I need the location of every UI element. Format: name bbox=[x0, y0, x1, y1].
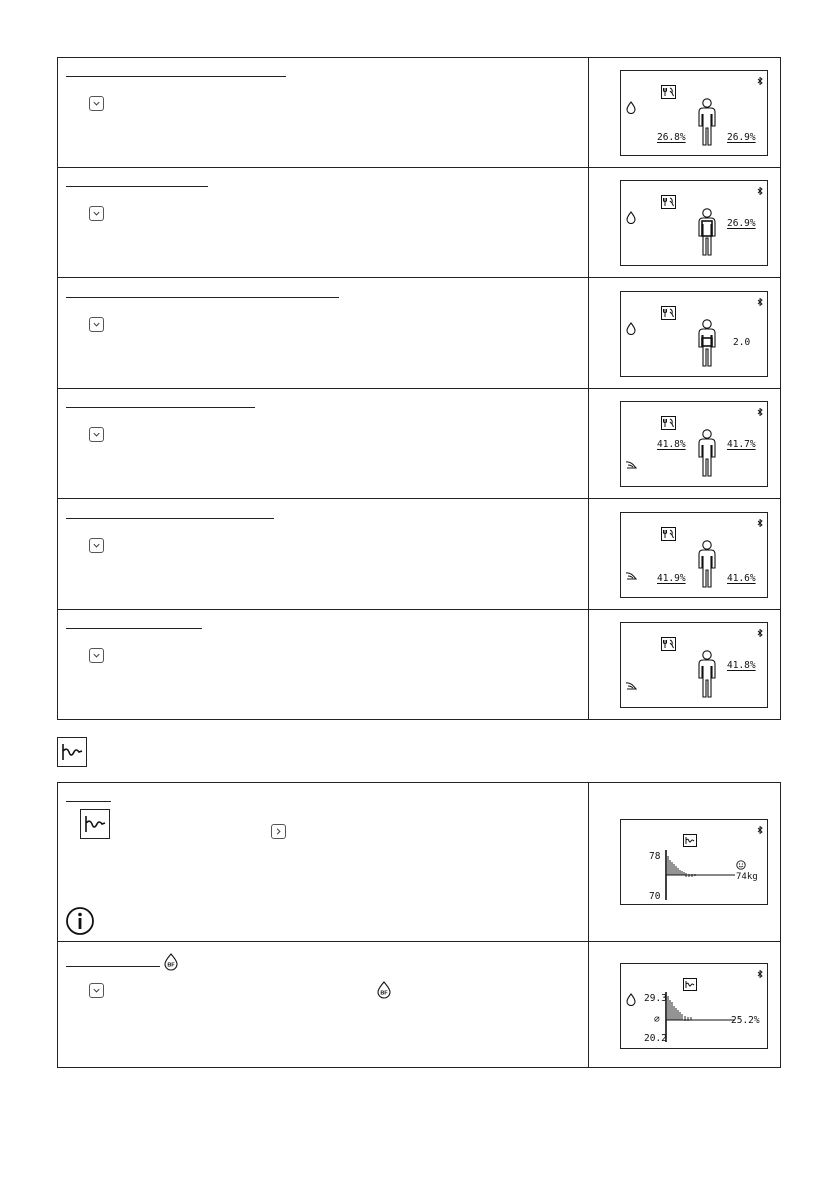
chevron-down-icon bbox=[92, 320, 101, 329]
table-row bbox=[58, 499, 780, 610]
chevron-down-icon bbox=[92, 209, 101, 218]
droplet-icon bbox=[626, 101, 636, 114]
heading-rule bbox=[66, 407, 255, 408]
description-cell bbox=[58, 278, 589, 388]
person-icon bbox=[696, 540, 718, 588]
bodyfat-trend-graph bbox=[665, 990, 735, 1044]
food-scale-icon bbox=[661, 85, 676, 99]
chevron-right-icon bbox=[274, 827, 283, 836]
info-icon bbox=[65, 906, 95, 936]
trend-graph-icon bbox=[683, 834, 697, 847]
bf-badge-label: BF bbox=[167, 962, 175, 969]
scale-display bbox=[620, 963, 768, 1049]
trend-min-label: 20.2 bbox=[644, 1033, 667, 1044]
left-value: 41.8% bbox=[657, 439, 686, 450]
heading-rule bbox=[66, 76, 286, 77]
table-row bbox=[58, 58, 780, 168]
expand-chevron-button[interactable] bbox=[89, 427, 104, 442]
food-scale-icon bbox=[661, 637, 676, 651]
person-icon bbox=[696, 429, 718, 477]
trend-average-symbol: ⌀ bbox=[654, 1014, 660, 1025]
description-cell bbox=[58, 499, 589, 609]
bodyfat-badge-icon bbox=[163, 953, 179, 971]
left-value: 41.9% bbox=[657, 573, 686, 584]
food-scale-icon bbox=[661, 527, 676, 541]
bodyfat-badge-icon bbox=[376, 981, 392, 999]
table-row bbox=[58, 783, 780, 942]
table-row bbox=[58, 389, 780, 499]
heading-rule bbox=[66, 186, 208, 187]
expand-chevron-button[interactable] bbox=[89, 538, 104, 553]
description-cell bbox=[58, 783, 589, 941]
weight-trend-graph bbox=[665, 848, 735, 902]
food-scale-icon bbox=[661, 306, 676, 320]
trend-table bbox=[57, 782, 781, 1068]
muscle-arm-icon bbox=[625, 460, 638, 470]
expand-chevron-button[interactable] bbox=[89, 648, 104, 663]
right-value: 26.9% bbox=[727, 218, 756, 229]
trend-graph-icon bbox=[57, 737, 87, 767]
droplet-icon bbox=[626, 211, 636, 224]
heading-rule bbox=[66, 297, 339, 298]
body-segment-table bbox=[57, 57, 781, 720]
table-row bbox=[58, 610, 780, 720]
bluetooth-icon bbox=[757, 519, 763, 527]
expand-chevron-button[interactable] bbox=[89, 206, 104, 221]
bluetooth-icon bbox=[757, 187, 763, 195]
food-scale-icon bbox=[661, 195, 676, 209]
description-cell bbox=[58, 168, 589, 277]
heading-rule bbox=[66, 966, 160, 967]
right-value: 41.8% bbox=[727, 660, 756, 671]
trend-max-label: 78 bbox=[649, 851, 661, 862]
bluetooth-icon bbox=[757, 77, 763, 85]
scale-display bbox=[620, 512, 768, 598]
heading-rule bbox=[66, 628, 202, 629]
description-cell bbox=[58, 389, 589, 498]
trend-current-value: 25.2% bbox=[731, 1015, 760, 1026]
trend-graph-icon bbox=[80, 809, 110, 839]
person-trunk-icon bbox=[696, 208, 718, 256]
chevron-down-icon bbox=[92, 430, 101, 439]
next-chevron-button[interactable] bbox=[271, 824, 286, 839]
right-value: 41.7% bbox=[727, 439, 756, 450]
expand-chevron-button[interactable] bbox=[89, 983, 104, 998]
table-row bbox=[58, 168, 780, 278]
person-icon bbox=[696, 650, 718, 698]
expand-chevron-button[interactable] bbox=[89, 317, 104, 332]
muscle-arm-icon bbox=[625, 681, 638, 691]
person-icon bbox=[696, 98, 718, 146]
trend-min-label: 70 bbox=[649, 891, 661, 902]
droplet-icon bbox=[626, 322, 636, 335]
bluetooth-icon bbox=[757, 826, 763, 834]
food-scale-icon bbox=[661, 416, 676, 430]
bluetooth-icon bbox=[757, 629, 763, 637]
expand-chevron-button[interactable] bbox=[89, 96, 104, 111]
chevron-down-icon bbox=[92, 651, 101, 660]
bluetooth-icon bbox=[757, 970, 763, 978]
scale-display bbox=[620, 819, 768, 905]
scale-display bbox=[620, 291, 768, 377]
description-cell bbox=[58, 58, 589, 167]
table-row bbox=[58, 942, 780, 1067]
heading-rule bbox=[66, 518, 274, 519]
chevron-down-icon bbox=[92, 986, 101, 995]
person-belly-icon bbox=[696, 319, 718, 367]
bluetooth-icon bbox=[757, 298, 763, 306]
scale-display bbox=[620, 622, 768, 708]
description-cell bbox=[58, 610, 589, 720]
scale-display bbox=[620, 401, 768, 487]
description-cell bbox=[58, 942, 589, 1067]
bluetooth-icon bbox=[757, 408, 763, 416]
table-row bbox=[58, 278, 780, 389]
heading-rule bbox=[66, 801, 111, 802]
muscle-arm-icon bbox=[625, 571, 638, 581]
droplet-icon bbox=[626, 993, 636, 1006]
scale-display bbox=[620, 70, 768, 156]
chevron-down-icon bbox=[92, 99, 101, 108]
scale-display bbox=[620, 180, 768, 266]
bf-badge-label: BF bbox=[380, 990, 388, 997]
left-value: 26.8% bbox=[657, 132, 686, 143]
chevron-down-icon bbox=[92, 541, 101, 550]
smiley-icon bbox=[736, 860, 746, 870]
right-value: 2.0 bbox=[733, 337, 751, 348]
right-value: 41.6% bbox=[727, 573, 756, 584]
trend-current-value: 74kg bbox=[736, 872, 758, 882]
trend-max-label: 29.3 bbox=[644, 993, 667, 1004]
right-value: 26.9% bbox=[727, 132, 756, 143]
